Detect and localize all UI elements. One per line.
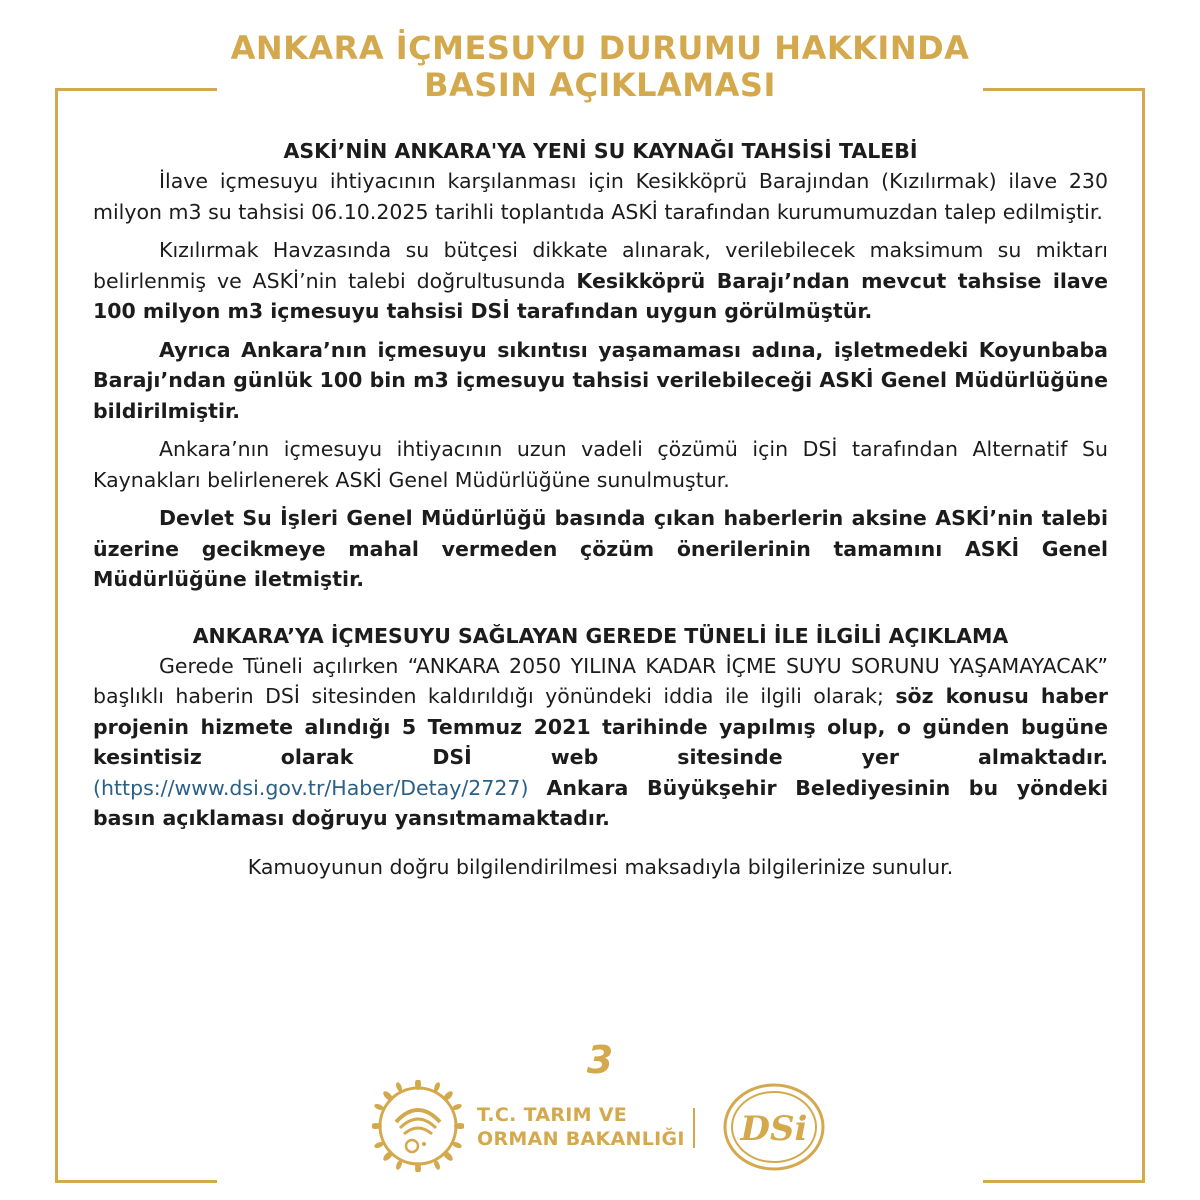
- title-line-2: BASIN AÇIKLAMASI: [424, 66, 776, 104]
- dsi-logo-text: DSi: [740, 1109, 808, 1149]
- closing-sentence: Kamuoyunun doğru bilgilendirilmesi maksadıyla bilgilerinize sunulur.: [247, 854, 954, 879]
- gerede-bold-text: söz konusu haber projenin hizmete alındığı 5 Temmuz 2021 tarihinde yapılmış olup, o günden bugüne kesintisiz olarak DSİ web sitesinde yer almaktadır.: [93, 684, 1109, 769]
- ministry-name-line-2: ORMAN BAKANLIĞI: [477, 1128, 685, 1150]
- press-release-body: [93, 136, 1108, 882]
- paragraph-3-bold-text: Ayrıca Ankara’nın içmesuyu sıkıntısı yaşamaması adına, işletmedeki Koyunbaba Barajı’ndan günlük 100 bin m3 içmesuyu tahsisi verilebileceği ASKİ Genel Müdürlüğüne bildirilmiştir.: [93, 337, 1108, 423]
- dsi-news-link[interactable]: (https://www.dsi.gov.tr/Haber/Detay/2727): [93, 775, 529, 800]
- section-1-paragraph-2: [93, 235, 1108, 327]
- section-1-paragraph-3: [93, 335, 1108, 427]
- paragraph-2-bold-text: Kesikköprü Barajı’ndan mevcut tahsise ilave 100 milyon m3 içmesuyu tahsisi DSİ tarafından uygun görülmüştür.: [93, 268, 1108, 323]
- section-2-paragraph-1: [93, 651, 1108, 834]
- section-1-paragraph-5: [93, 503, 1108, 595]
- section-1-paragraph-4: Ankara’nın içmesuyu ihtiyacının uzun vadeli çözümü için DSİ tarafından Alternatif Su Kaynakları belirlenerek ASKİ Genel Müdürlüğüne sunulmuştur.: [93, 437, 1108, 492]
- frame-bottom-left-border: [55, 1180, 217, 1183]
- page-number: 3: [586, 1038, 614, 1082]
- paragraph-5-bold-text: Devlet Su İşleri Genel Müdürlüğü basında çıkan haberlerin aksine ASKİ’nin talebi üzerine gecikmeye mahal vermeden çözüm önerilerinin tamamını ASKİ Genel Müdürlüğüne iletmiştir.: [93, 506, 1108, 591]
- page-title: [0, 30, 1200, 104]
- section-2-heading: ANKARA’YA İÇMESUYU SAĞLAYAN GEREDE TÜNELİ İLE İLGİLİ AÇIKLAMA: [192, 623, 1009, 648]
- ministry-name-line-1: T.C. TARIM VE: [477, 1104, 628, 1126]
- section-1-paragraph-1: İlave içmesuyu ihtiyacının karşılanması için Kesikköprü Barajından (Kızılırmak) ilave 230 milyon m3 su tahsisi 06.10.2025 tarihli toplantıda ASKİ tarafından kurumumuzdan talep edilmiştir.: [93, 169, 1108, 224]
- ministry-seal-icon: [372, 1080, 464, 1172]
- frame-left-border: [55, 88, 58, 1183]
- frame-bottom-right-border: [983, 1180, 1145, 1183]
- gerede-text: Gerede Tüneli açılırken “ANKARA 2050 YILINA KADAR İÇME SUYU SORUNU YAŞAMAYACAK” başlıklı haberin DSİ sitesinden kaldırıldığı yönündeki iddia ile ilgili olarak;: [93, 653, 1108, 708]
- frame-right-border: [1142, 88, 1145, 1183]
- ministry-name: [477, 1103, 685, 1151]
- dsi-logo-icon: [722, 1082, 826, 1172]
- paragraph-2-text: Kızılırmak Havzasında su bütçesi dikkate alınarak, verilebilecek maksimum su miktarı belirlenmiş ve ASKİ’nin talebi doğrultusunda: [93, 238, 1108, 293]
- frame-top-left-border: [55, 88, 217, 91]
- gerede-bold-text-2: Ankara Büyükşehir Belediyesinin bu yöndeki basın açıklaması doğruyu yansıtmamaktadır.: [93, 775, 1108, 830]
- frame-top-right-border: [983, 88, 1145, 91]
- section-1-heading: ASKİ’NİN ANKARA'YA YENİ SU KAYNAĞI TAHSİSİ TALEBİ: [283, 139, 918, 163]
- logo-divider: [693, 1108, 695, 1148]
- title-line-1: ANKARA İÇMESUYU DURUMU HAKKINDA: [230, 29, 970, 67]
